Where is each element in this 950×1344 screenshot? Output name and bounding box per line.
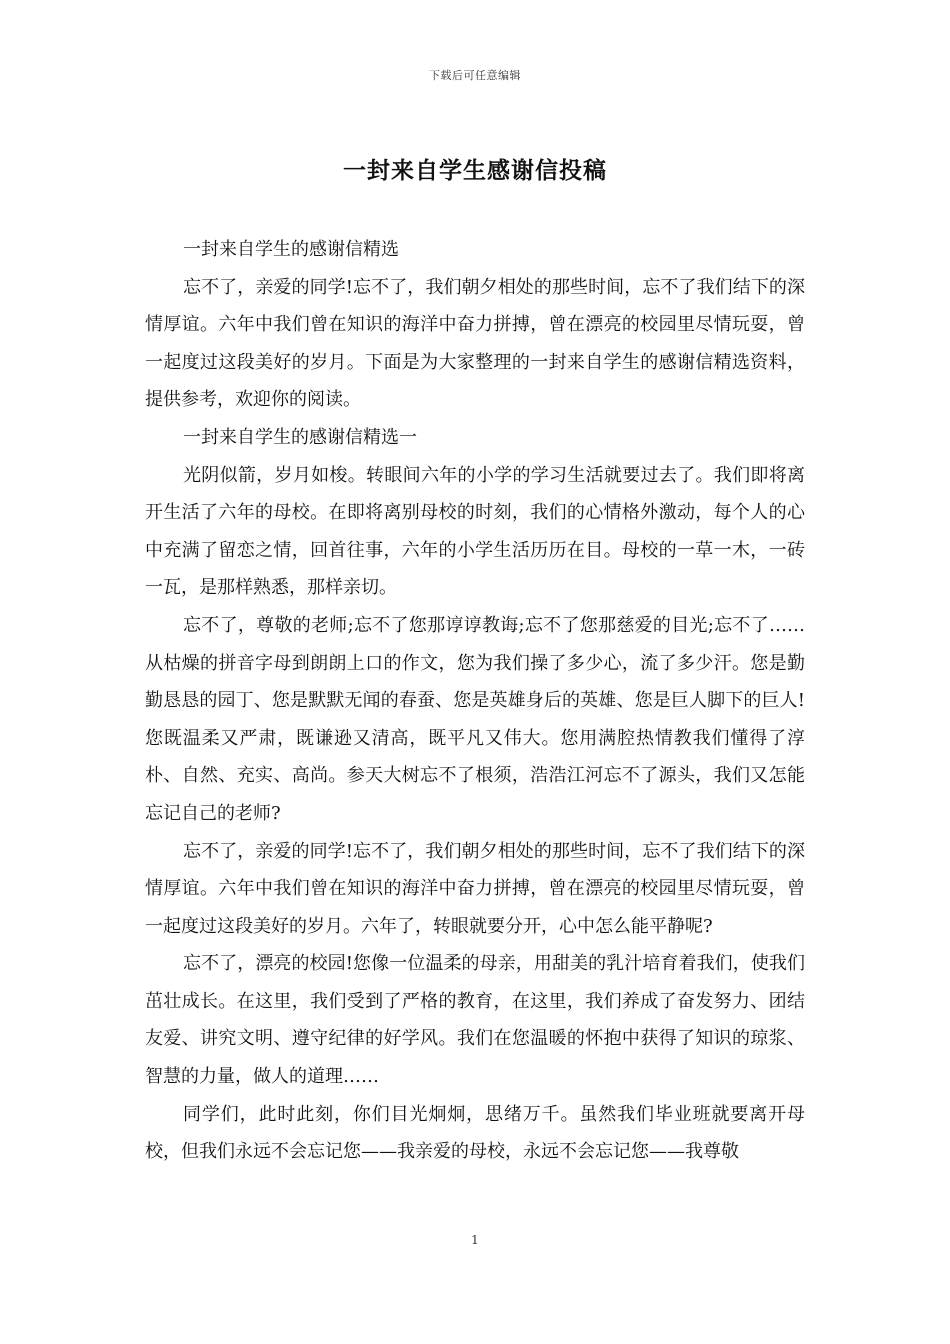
paragraph-body: 光阴似箭，岁月如梭。转眼间六年的小学的学习生活就要过去了。我们即将离开生活了六年的母校。在即将离别母校的时刻，我们的心情格外激动，每个人的心中充满了留恋之情，回首往事，六年的小学生活历历在目。母校的一草一木，一砖一瓦，是那样熟悉，那样亲切。 <box>145 464 805 599</box>
paragraph-body: 同学们，此时此刻，你们目光炯炯，思绪万千。虽然我们毕业班就要离开母校，但我们永远不会忘记您——我亲爱的母校，永远不会忘记您——我尊敬 <box>145 1103 805 1163</box>
paragraph-intro: 忘不了，亲爱的同学!忘不了，我们朝夕相处的那些时间，忘不了我们结下的深情厚谊。六年中我们曾在知识的海洋中奋力拼搏，曾在漂亮的校园里尽情玩耍，曾一起度过这段美好的岁月。下面是为大家整理的一封来自学生的感谢信精选资料，提供参考，欢迎你的阅读。 <box>145 276 805 411</box>
paragraph-body: 忘不了，尊敬的老师;忘不了您那谆谆教诲;忘不了您那慈爱的目光;忘不了……从枯燥的拼音字母到朗朗上口的作文，您为我们操了多少心，流了多少汗。您是勤勤恳恳的园丁、您是默默无闻的春蚕、您是英雄身后的英雄、您是巨人脚下的巨人!您既温柔又严肃，既谦逊又清高，既平凡又伟大。您用满腔热情教我们懂得了淳朴、自然、充实、高尚。参天大树忘不了根须，浩浩江河忘不了源头，我们又怎能忘记自己的老师? <box>145 614 805 824</box>
page-number: 1 <box>471 1233 479 1247</box>
paragraph-body: 忘不了，亲爱的同学!忘不了，我们朝夕相处的那些时间，忘不了我们结下的深情厚谊。六年中我们曾在知识的海洋中奋力拼搏，曾在漂亮的校园里尽情玩耍，曾一起度过这段美好的岁月。六年了，转眼就要分开，心中怎么能平静呢? <box>145 840 805 937</box>
document-body <box>145 231 805 1171</box>
document-title: 一封来自学生感谢信投稿 <box>343 157 607 184</box>
paragraph-intro-heading: 一封来自学生的感谢信精选 <box>183 239 399 260</box>
paragraph-section-heading: 一封来自学生的感谢信精选一 <box>183 426 417 448</box>
header-note: 下载后可任意编辑 <box>429 69 521 82</box>
paragraph-body: 忘不了，漂亮的校园!您像一位温柔的母亲，用甜美的乳汁培育着我们，使我们茁壮成长。在这里，我们受到了严格的教育，在这里，我们养成了奋发努力、团结友爱、讲究文明、遵守纪律的好学风。我们在您温暖的怀抱中获得了知识的琼浆、智慧的力量，做人的道理…… <box>145 953 805 1088</box>
